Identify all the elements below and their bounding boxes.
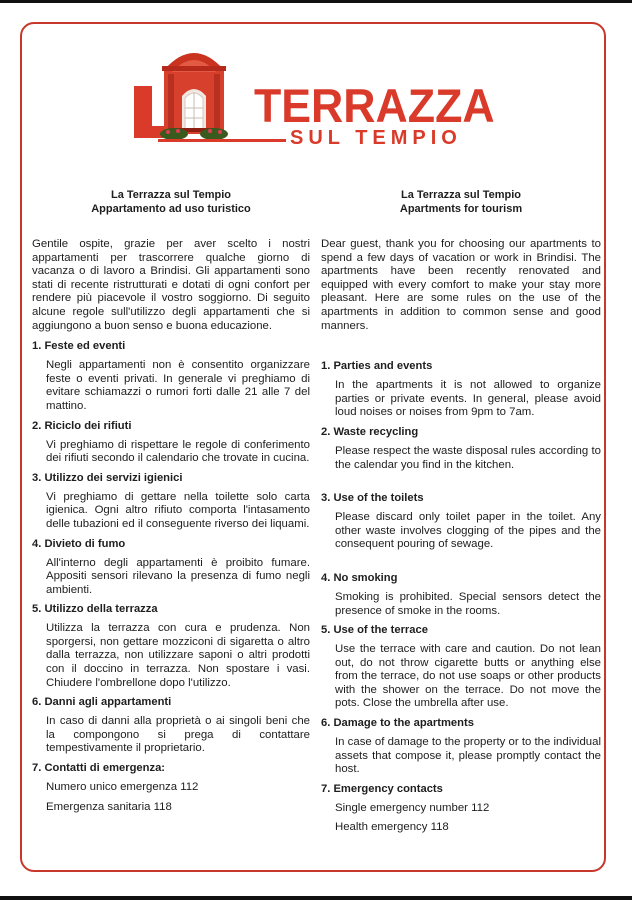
english-contact-1: Single emergency number 112 xyxy=(335,801,490,814)
english-section-1-heading: 1. Parties and events xyxy=(321,360,433,373)
italian-title xyxy=(32,188,310,216)
english-section-4-text: Smoking is prohibited. Special sensors detect the presence of smoke in the rooms. xyxy=(335,590,601,617)
english-section-2-text: Please respect the waste disposal rules according to the calendar you find in the kitchen. xyxy=(335,444,601,471)
italian-section-1-text: Negli appartamenti non è consentito organizzare feste o eventi privati. In generale vi preghiamo di evitare schiamazzi o rumori forti dalle 21 alle 7 del mattino. xyxy=(46,359,310,412)
italian-section-1-heading: 1. Feste ed eventi xyxy=(32,340,126,353)
italian-section-5-text: Utilizza la terrazza con cura e prudenza. Non sporgersi, non gettare mozziconi di sigaretta o altro dalla terrazza, non utilizzare saponi o altri prodotti con il doccino in terrazza. Non spostare i vasi. Chiudere l'ombrellone dopo l'utilizzo. xyxy=(46,622,310,689)
english-section-1-text: In the apartments it is not allowed to organize parties or private events. In general, please avoid loud noises or noises from 9pm to 7am. xyxy=(335,379,601,419)
italian-section-4-text: All'interno degli appartamenti è proibito fumare. Appositi sensori rilevano la presenza di fumo negli ambienti. xyxy=(46,556,310,596)
english-section-4-heading: 4. No smoking xyxy=(321,571,398,584)
english-title-line2: Apartments for tourism xyxy=(399,203,523,215)
brand-logo xyxy=(130,42,510,162)
italian-section-3-text: Vi preghiamo di gettare nella toilette solo carta igienica. Ogni altro rifiuto comporta l'intasamento delle tubazioni ed il conseguente riverso dei liquami. xyxy=(46,490,310,530)
english-section-3-text: Please discard only toilet paper in the toilet. Any other waste involves clogging of the pipes and the consequent pouring of sewage. xyxy=(335,511,601,551)
italian-title-line2: Appartamento ad uso turistico xyxy=(91,203,251,215)
english-column xyxy=(321,188,601,835)
english-intro: Dear guest, thank you for choosing our apartments to spend a few days of vacation or work in Brindisi. The apartments have been recently renovated and equipped with every comfort to make your stay more pleasant. Here are some rules on the use of the apartments in addition to common sense and good manners. xyxy=(321,238,601,332)
italian-section-6-text: In caso di danni alla proprietà o ai singoli beni che la compongono si prega di contattare tempestivamente il proprietario. xyxy=(46,715,310,755)
english-contacts-heading: 7. Emergency contacts xyxy=(321,782,443,795)
english-section-3-heading: 3. Use of the toilets xyxy=(321,492,424,505)
italian-contact-2: Emergenza sanitaria 118 xyxy=(46,800,172,813)
italian-contact-1: Numero unico emergenza 112 xyxy=(46,781,199,794)
english-section-5-text: Use the terrace with care and caution. Do not lean out, do not throw cigarette butts or anything else from the terrace, do not use soaps or other products with the shower on the terrace. Do not move the pots. Close the umbrella after use. xyxy=(335,643,601,710)
italian-section-3-heading: 3. Utilizzo dei servizi igienici xyxy=(32,471,183,484)
english-section-6-text: In case of damage to the property or to the individual assets that compose it, please promptly contact the host. xyxy=(335,736,601,776)
english-section-2-heading: 2. Waste recycling xyxy=(321,425,419,438)
italian-contacts-heading: 7. Contatti di emergenza: xyxy=(32,762,166,775)
logo-subtitle: SUL TEMPIO xyxy=(290,127,462,149)
italian-section-2-text: Vi preghiamo di rispettare le regole di conferimento dei rifiuti secondo il calendario che trovate in cucina. xyxy=(46,438,310,465)
italian-section-6-heading: 6. Danni agli appartamenti xyxy=(32,696,172,709)
english-section-6-heading: 6. Damage to the apartments xyxy=(321,717,474,730)
italian-section-4-heading: 4. Divieto di fumo xyxy=(32,537,126,550)
english-contact-2: Health emergency 118 xyxy=(335,821,449,834)
logo-word-terrazza: TERRAZZA xyxy=(254,79,495,132)
italian-intro: Gentile ospite, grazie per aver scelto i nostri appartamenti per trascorrere qualche giorno di vacanza o di lavoro a Brindisi. Gli appartamenti sono stati di recente ristrutturati e dotati di ogni confort per rendere più piacevole il vostro soggiorno. Di seguito alcune regole sull'utilizzo degli appartamenti che si aggiungono a buon senso e buona educazione. xyxy=(32,238,310,332)
english-section-5-heading: 5. Use of the terrace xyxy=(321,624,428,637)
english-title xyxy=(321,188,601,216)
italian-column xyxy=(32,188,310,814)
italian-title-line1: La Terrazza sul Tempio xyxy=(110,189,231,201)
italian-section-2-heading: 2. Riciclo dei rifiuti xyxy=(32,419,132,432)
italian-section-5-heading: 5. Utilizzo della terrazza xyxy=(32,603,158,616)
bottom-edge-line xyxy=(0,896,632,900)
top-edge-line xyxy=(0,0,632,3)
english-title-line1: La Terrazza sul Tempio xyxy=(400,189,521,201)
